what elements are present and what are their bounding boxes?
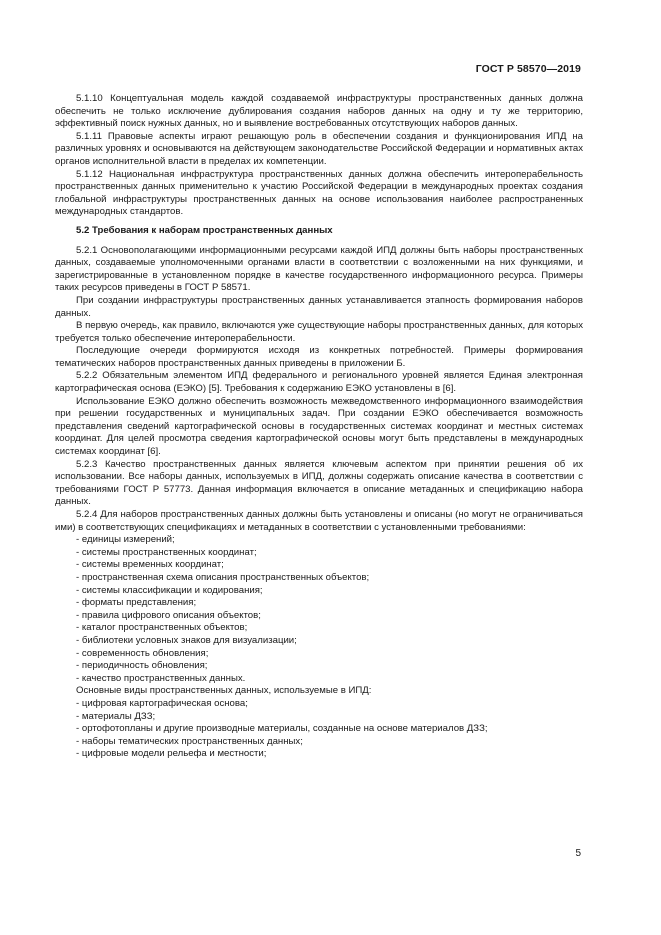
paragraph-5-2-2-usage: Использование ЕЭКО должно обеспечить возможность межведомственного информационного взаимодействия при решении государственных и муниципальных задач. При создании ЕЭКО обеспечивается возможность представления сведений картографической основы в государственных системах координат и местных системах координат. Для целей просмотра сведения картографической основы могут быть представлены в международных системах координат [6]. (55, 395, 583, 458)
page-number: 5 (575, 848, 581, 859)
list-item: - форматы представления; (55, 597, 583, 610)
list-item: - современность обновления; (55, 648, 583, 661)
list-item: - периодичность обновления; (55, 660, 583, 673)
paragraph-5-2-1-staging: При создании инфраструктуры пространственных данных устанавливается этапность формирования наборов данных. (55, 294, 583, 319)
list-item: - ортофотопланы и другие производные материалы, созданные на основе материалов ДЗЗ; (55, 723, 583, 736)
paragraph-5-2-1-first-stage: В первую очередь, как правило, включаются уже существующие наборы пространственных данных, для которых требуется только обеспечение интероперабельности. (55, 320, 583, 344)
paragraph-5-2-4: 5.2.4 Для наборов пространственных данных должны быть установлены и описаны (но могут не ограничиваться ими) в соответствующих спецификациях и метаданных в соответствии с установленными требованиями: (55, 509, 583, 533)
paragraph-main-data-types: Основные виды пространственных данных, используемые в ИПД: (76, 685, 372, 697)
list-item: - системы временных координат; (55, 559, 583, 572)
paragraph-5-2-1-next-stages: Последующие очереди формируются исходя из конкретных потребностей. Примеры формирования тематических наборов пространственных данных приведены в приложении Б. (55, 345, 583, 369)
list-item: - правила цифрового описания объектов; (55, 610, 583, 623)
paragraph-5-2-2: 5.2.2 Обязательным элементом ИПД федерального и регионального уровней является Единая электронная картографическая основа (ЕЭКО) [5]. Требования к содержанию ЕЭКО установлены в [6]. (55, 370, 583, 395)
paragraph-5-1-12: 5.1.12 Национальная инфраструктура пространственных данных должна обеспечить интероперабельность пространственных данных применительно к участию Российской Федерации в международных проектах создания глобальной инфраструктуры пространственных данных на основе использования наиболее распространенных международных стандартов. (55, 168, 583, 218)
paragraph-5-1-11: 5.1.11 Правовые аспекты играют решающую роль в обеспечении создания и функционирования ИПД на различных уровнях и основываются на действующем законодательстве Российской Федерации и нормативных актах органов исполнительной власти в пределах их компетенции. (55, 130, 583, 167)
list-item: - единицы измерений; (55, 534, 583, 547)
list-item: - библиотеки условных знаков для визуализации; (55, 635, 583, 648)
list-item: - цифровая картографическая основа; (55, 698, 583, 711)
list-item: - системы классификации и кодирования; (55, 585, 583, 598)
section-heading-5-2: 5.2 Требования к наборам пространственных данных (76, 224, 333, 236)
paragraph-5-2-3: 5.2.3 Качество пространственных данных является ключевым аспектом при принятии решения об их использовании. Все наборы данных, используемых в ИПД, должны содержать описание качества в соответствии с требованиями ГОСТ Р 57773. Данная информация включается в описание метаданных и спецификацию набора данных. (55, 458, 583, 508)
list-item: - наборы тематических пространственных данных; (55, 736, 583, 749)
list-item: - каталог пространственных объектов; (55, 622, 583, 635)
list-item: - пространственная схема описания пространственных объектов; (55, 572, 583, 585)
list-item: - цифровые модели рельефа и местности; (55, 748, 583, 761)
document-code: ГОСТ Р 58570—2019 (475, 63, 581, 75)
page-body (55, 93, 583, 761)
list-item: - материалы ДЗЗ; (55, 711, 583, 724)
list-item: - системы пространственных координат; (55, 547, 583, 560)
requirements-list (55, 534, 583, 685)
paragraph-5-2-1: 5.2.1 Основополагающими информационными ресурсами каждой ИПД должны быть наборы пространственных данных, создаваемые уполномоченными органами власти в соответствии с возложенными на них функциями, и зарегистрированные в установленном порядке в качестве государственного информационного ресурса. Примеры таких ресурсов приведены в ГОСТ Р 58571. (55, 244, 583, 294)
paragraph-5-1-10: 5.1.10 Концептуальная модель каждой создаваемой инфраструктуры пространственных данных должна обеспечить не только исключение дублирования создания наборов данных на одну и ту же территорию, эффективный поиск нужных данных, но и выявление востребованных отсутствующих наборов данных. (55, 93, 583, 130)
list-item: - качество пространственных данных. (55, 673, 583, 686)
data-types-list (55, 698, 583, 761)
